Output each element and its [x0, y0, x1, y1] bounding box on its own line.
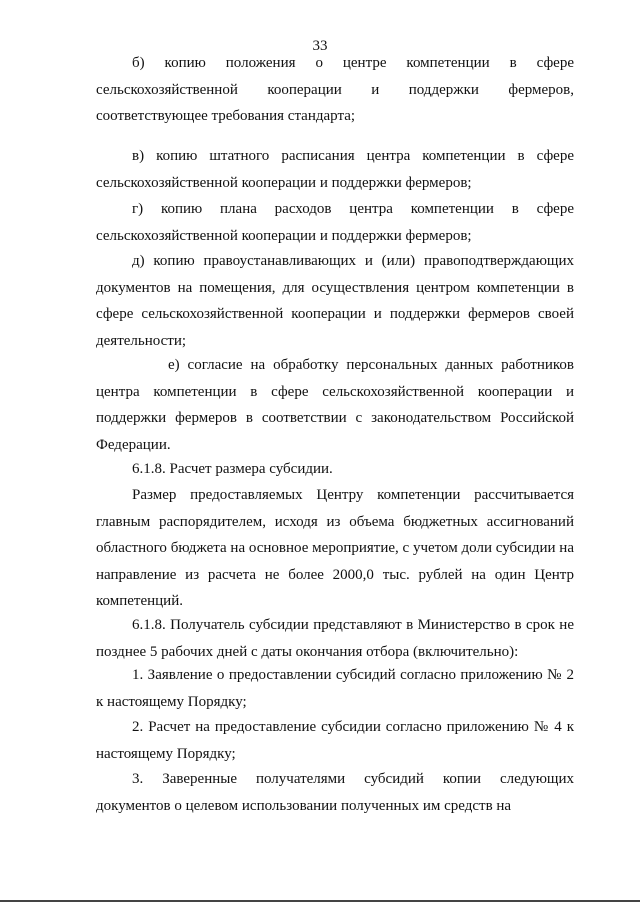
- paragraph-recipient-submission: 6.1.8. Получатель субсидии представляют в Министерство в срок не позднее 5 рабочих дней с даты окончания отбора (включительно):: [96, 617, 574, 660]
- list-item-1: 1. Заявление о предоставлении субсидий согласно приложению № 2 к настоящему Порядку;: [96, 667, 574, 710]
- paragraph-g: г) копию плана расходов центра компетенции в сфере сельскохозяйственной кооперации и поддержки фермеров;: [96, 201, 574, 244]
- list-item-3: 3. Заверенные получателями субсидий копии следующих документов о целевом использовании полученных им средств на: [96, 771, 574, 814]
- bottom-edge-line: [0, 900, 640, 902]
- paragraph-subsidy-size: Размер предоставляемых Центру компетенции рассчитывается главным распорядителем, исходя из объема бюджетных ассигнований областного бюджета на основное мероприятие, с учетом доли субсидии на направление из расчета не более 2000,0 тыс. рублей на один Центр компетенций.: [96, 487, 574, 609]
- paragraph-b: б) копию положения о центре компетенции в сфере сельскохозяйственной кооперации и поддержки фермеров, соответствующее требования стандарта;: [96, 55, 574, 124]
- paragraph-d: д) копию правоустанавливающих и (или) правоподтверждающих документов на помещения, для осуществления центром компетенции в сфере сельскохозяйственной кооперации и поддержки фермеров своей деятельности;: [96, 253, 574, 349]
- page-number: 33: [312, 38, 328, 54]
- list-item-2: 2. Расчет на предоставление субсидии согласно приложению № 4 к настоящему Порядку;: [96, 719, 574, 762]
- paragraph-v: в) копию штатного расписания центра компетенции в сфере сельскохозяйственной кооперации и поддержки фермеров;: [96, 148, 574, 191]
- section-heading-6-1-8: 6.1.8. Расчет размера субсидии.: [132, 461, 333, 477]
- paragraph-e: е) согласие на обработку персональных данных работников центра компетенции в сфере сельскохозяйственной кооперации и поддержки фермеров в соответствии с законодательством Российской Федерации.: [96, 357, 574, 453]
